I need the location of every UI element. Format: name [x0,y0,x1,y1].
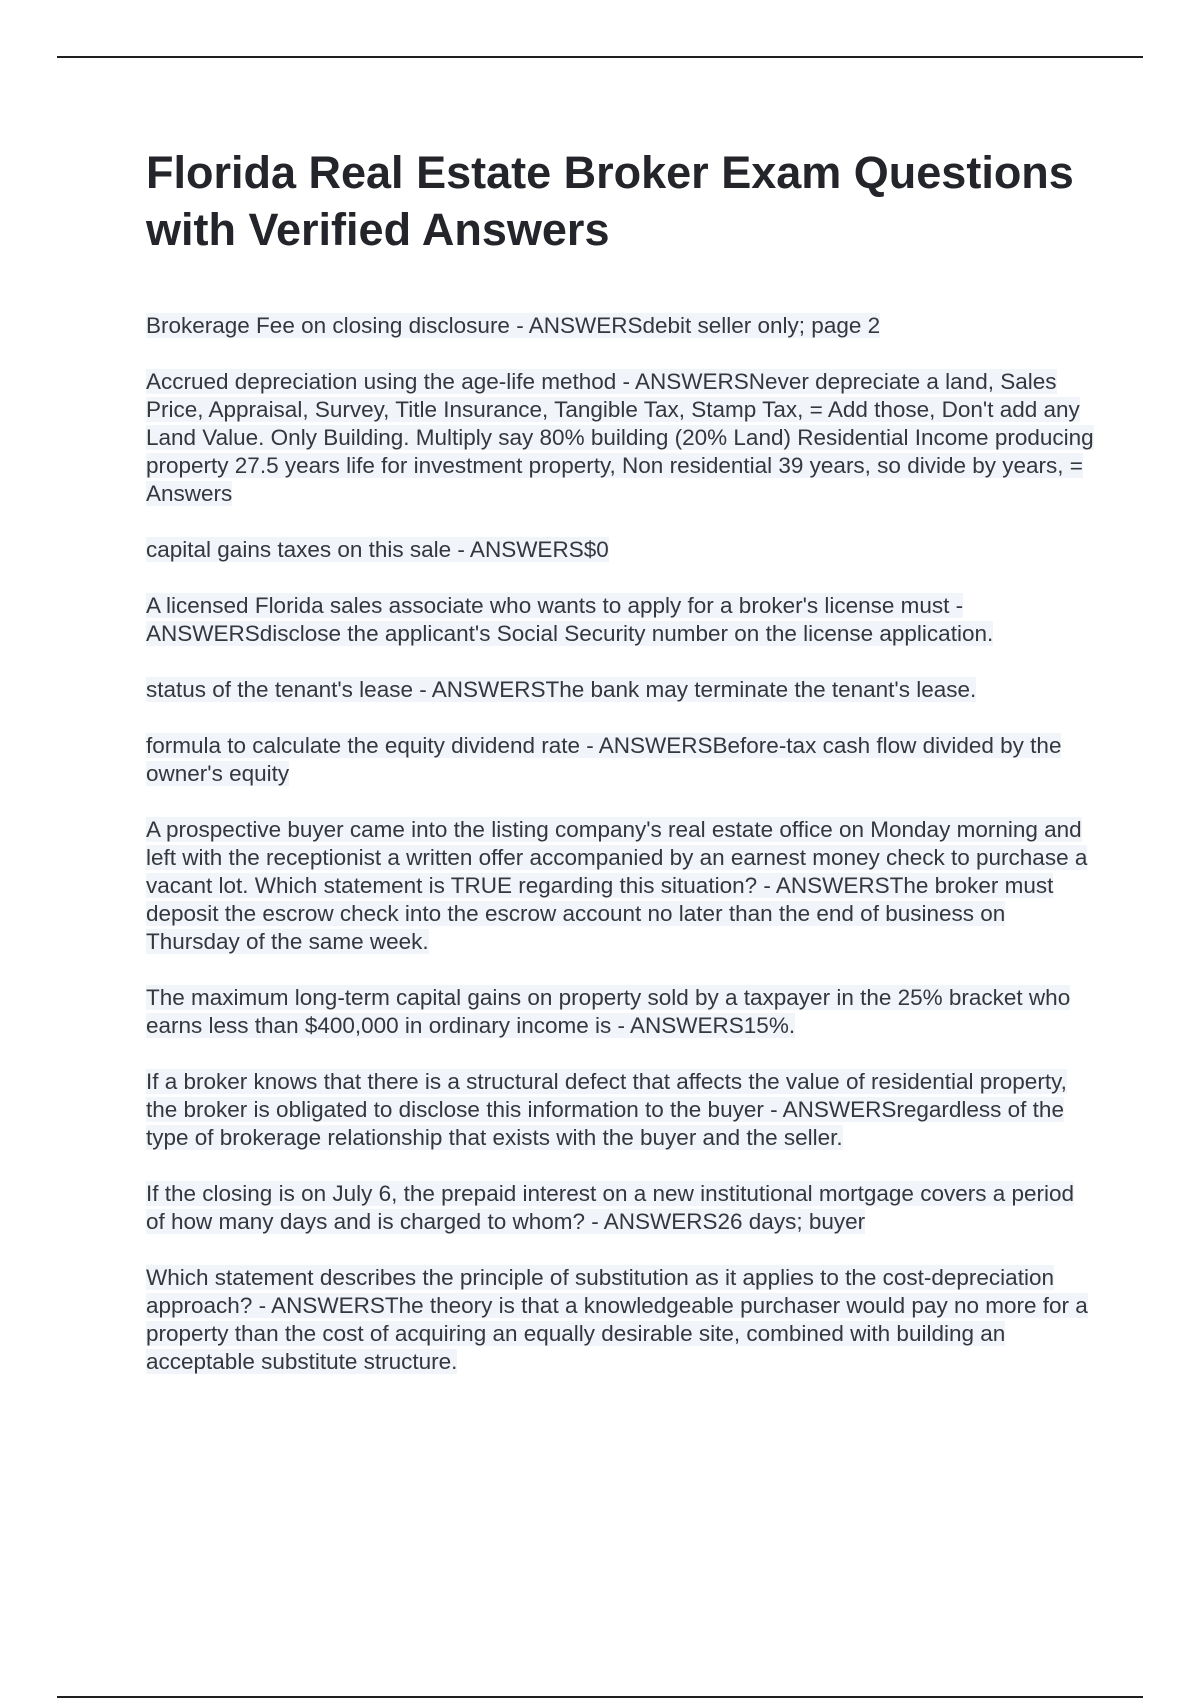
qa-item [146,592,1096,648]
qa-text: Which statement describes the principle of substitution as it applies to the cost-depreciation approach? - ANSWERSThe theory is that a knowledgeable purchaser would pay no more for a property than the cost of acquiring an equally desirable site, combined with building an acceptable substitute structure. [146,1265,1088,1374]
qa-list [146,312,1096,1404]
qa-item [146,1180,1096,1236]
qa-item [146,368,1096,508]
qa-item [146,1068,1096,1152]
qa-text: The maximum long-term capital gains on property sold by a taxpayer in the 25% bracket who earns less than $400,000 in ordinary income is - ANSWERS15%. [146,985,1071,1038]
qa-text: A prospective buyer came into the listing company's real estate office on Monday morning and left with the receptionist a written offer accompanied by an earnest money check to purchase a vacant lot. Which statement is TRUE regarding this situation? - ANSWERSThe broker must deposit the escrow check into the escrow account no later than the end of business on Thursday of the same week. [146,817,1088,954]
qa-text: If the closing is on July 6, the prepaid interest on a new institutional mortgage covers a period of how many days and is charged to whom? - ANSWERS26 days; buyer [146,1181,1075,1234]
qa-item [146,732,1096,788]
qa-text: Brokerage Fee on closing disclosure - ANSWERSdebit seller only; page 2 [146,313,881,338]
page-title: Florida Real Estate Broker Exam Questions with Verified Answers [146,147,1074,255]
qa-text: status of the tenant's lease - ANSWERSThe bank may terminate the tenant's lease. [146,677,977,702]
bottom-rule [57,1696,1143,1698]
qa-item [146,536,1096,564]
qa-item [146,816,1096,956]
qa-text: A licensed Florida sales associate who wants to apply for a broker's license must - ANSWERSdisclose the applicant's Social Security number on the license application. [146,593,994,646]
qa-item [146,312,1096,340]
qa-text: Accrued depreciation using the age-life method - ANSWERSNever depreciate a land, Sales Price, Appraisal, Survey, Title Insurance, Tangible Tax, Stamp Tax, = Add those, Don't add any Land Value. Only Building. Multiply say 80% building (20% Land) Residential Income producing property 27.5 years life for investment property, Non residential 39 years, so divide by years, = Answers [146,369,1094,506]
qa-item [146,1264,1096,1376]
qa-text: If a broker knows that there is a structural defect that affects the value of residential property, the broker is obligated to disclose this information to the buyer - ANSWERSregardless of the type of brokerage relationship that exists with the buyer and the seller. [146,1069,1067,1150]
qa-text: formula to calculate the equity dividend rate - ANSWERSBefore-tax cash flow divided by the owner's equity [146,733,1062,786]
qa-item [146,984,1096,1040]
qa-text: capital gains taxes on this sale - ANSWERS$0 [146,537,609,562]
top-rule [57,56,1143,58]
qa-item [146,676,1096,704]
